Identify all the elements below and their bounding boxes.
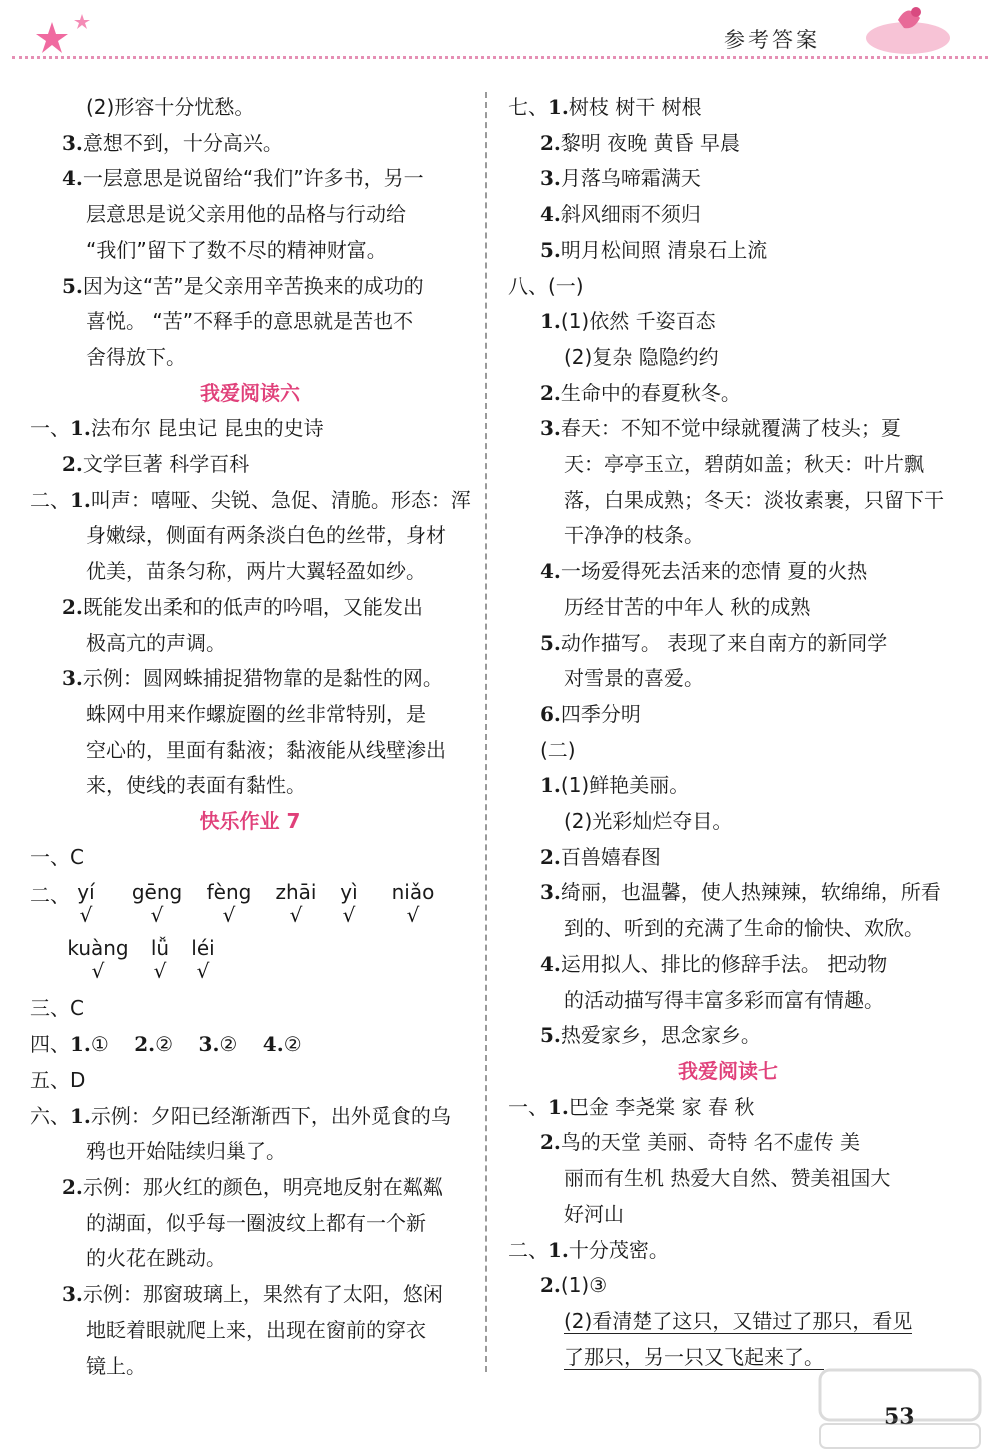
answer-line: 来，使线的表面有黏性。	[86, 773, 306, 798]
answer-line: 蛛网中用来作螺旋圈的丝非常特别，是	[86, 701, 426, 726]
answer-item: 五、D	[30, 1067, 86, 1092]
answer-line: 天：亭亭玉立，碧荫如盖；秋天：叶片飘	[564, 452, 924, 477]
answer-item: 二、1.十分茂密。	[508, 1237, 669, 1262]
answer-line: 好河山	[564, 1201, 624, 1226]
section-title: 我爱阅读七	[678, 1058, 778, 1083]
answer-line: 地眨着眼就爬上来，出现在窗前的穿衣	[86, 1317, 426, 1342]
answer-item: 1.(1)鲜艳美丽。	[540, 773, 690, 798]
answer-item: 3.示例：圆网蛛捕捉猎物靠的是黏性的网。	[62, 666, 443, 691]
check-icon: √	[342, 903, 356, 928]
answer-line: 了那只，另一只又飞起来了。	[564, 1344, 824, 1369]
check-icon: √	[150, 903, 164, 928]
check-icon: √	[79, 903, 93, 928]
answer-item: (二)	[540, 737, 576, 762]
answer-line: “我们”留下了数不尽的精神财富。	[86, 237, 387, 262]
answer-line: 历经甘苦的中年人 秋的成熟	[564, 594, 811, 619]
check-icon: √	[153, 959, 167, 984]
pinyin: kuàng	[67, 936, 129, 961]
answer-line: 舍得放下。	[86, 344, 186, 369]
answer-item: 2.文学巨著 科学百科	[62, 452, 250, 477]
header-divider	[12, 56, 988, 59]
pinyin-row	[66, 935, 216, 961]
page-header	[0, 0, 1000, 72]
answer-item: 1.(1)依然 千姿百态	[540, 309, 716, 334]
left-column	[30, 90, 470, 1384]
answer-item: 6.四季分明	[540, 701, 641, 726]
answer-line: 空心的，里面有黏液；黏液能从线壁渗出	[86, 737, 446, 762]
answer-item: 4.运用拟人、排比的修辞手法。 把动物	[540, 951, 888, 976]
answer-line: 鸦也开始陆续归巢了。	[86, 1139, 286, 1164]
check-icon: √	[406, 903, 420, 928]
pinyin: zhāi	[275, 880, 317, 905]
column-divider	[485, 92, 487, 1372]
header-title: 参考答案	[724, 28, 820, 52]
answer-line: 的火花在跳动。	[86, 1246, 226, 1271]
answer-item: 3.春天：不知不觉中绿就覆满了枝头；夏	[540, 416, 901, 441]
answer-item: 3.示例：那窗玻璃上，果然有了太阳，悠闲	[62, 1282, 443, 1307]
tick-row	[64, 903, 468, 928]
answer-item: 5.因为这“苦”是父亲用辛苦换来的成功的	[62, 273, 424, 298]
answer-item: 2.生命中的春夏秋冬。	[540, 380, 741, 405]
pinyin: yì	[340, 880, 358, 905]
watermark-logo-icon	[800, 1360, 1000, 1454]
answer-item: 七、1.树枝 树干 树根	[508, 95, 702, 119]
answer-item: 四、1.① 2.② 3.② 4.②	[30, 1032, 302, 1057]
pinyin-row	[64, 879, 468, 905]
answer-item: 4.斜风细雨不须归	[540, 202, 701, 227]
answer-line: 落，白果成熟；冬天：淡妆素裹，只留下干	[564, 487, 944, 512]
answer-item: 3.月落乌啼霜满天	[540, 166, 701, 191]
answer-line: 的活动描写得丰富多彩而富有情趣。	[564, 987, 884, 1012]
tick-row	[66, 959, 216, 984]
check-icon: √	[289, 903, 303, 928]
answer-item: 2.鸟的天堂 美丽、奇特 名不虚传 美	[540, 1130, 860, 1155]
pinyin: niǎo	[391, 880, 435, 905]
answer-line: 丽而有生机 热爱大自然、赞美祖国大	[564, 1166, 891, 1191]
item-prefix: 二、	[30, 883, 70, 908]
check-icon: √	[196, 959, 210, 984]
answer-line: (2)光彩灿烂夺目。	[564, 809, 733, 834]
answer-line: 对雪景的喜爱。	[564, 666, 704, 691]
answer-item: 2.示例：那火红的颜色，明亮地反射在粼粼	[62, 1174, 443, 1199]
answer-line: 喜悦。 “苦”不释手的意思就是苦也不	[86, 309, 414, 334]
answer-item: 一、C	[30, 844, 84, 869]
answer-item: 2.百兽嬉春图	[540, 844, 661, 869]
pinyin: lǚ	[150, 936, 170, 961]
pinyin-block	[30, 875, 470, 991]
pink-ribbon-icon	[858, 0, 958, 58]
answer-line: (2)看清楚了这只，又错过了那只，看见	[564, 1308, 913, 1333]
answer-item: 六、1.示例：夕阳已经渐渐西下，出外觅食的乌	[30, 1103, 451, 1128]
answer-line: 到的、听到的充满了生命的愉快、欢欣。	[564, 916, 924, 941]
pinyin: léi	[191, 936, 215, 961]
answer-line: (2)复杂 隐隐约约	[564, 344, 719, 369]
answer-line: 层意思是说父亲用他的品格与行动给	[86, 202, 406, 227]
section-title: 快乐作业 7	[199, 809, 301, 834]
pink-star-icon	[30, 8, 110, 58]
answer-item: 八、(一)	[508, 273, 584, 298]
answer-line: 镜上。	[86, 1353, 146, 1378]
answer-line: (2)形容十分忧愁。	[86, 95, 255, 119]
right-column	[508, 90, 948, 1375]
answer-item: 一、1.法布尔 昆虫记 昆虫的史诗	[30, 416, 324, 441]
check-icon: √	[222, 903, 236, 928]
answer-item: 一、1.巴金 李尧棠 家 春 秋	[508, 1094, 755, 1119]
answer-item: 二、1.叫声：嘻哑、尖锐、急促、清脆。形态：浑	[30, 487, 471, 512]
answer-item: 2.黎明 夜晚 黄昏 早晨	[540, 130, 740, 155]
check-icon: √	[91, 959, 105, 984]
pinyin: fèng	[206, 880, 252, 905]
answer-item: 5.热爱家乡，思念家乡。	[540, 1023, 761, 1048]
answer-item: 2.(1)③	[540, 1273, 608, 1298]
answer-item: 2.既能发出柔和的低声的吟唱，又能发出	[62, 594, 423, 619]
answer-line: 的湖面，似乎每一圈波纹上都有一个新	[86, 1210, 426, 1235]
page-number: 53	[884, 1404, 915, 1430]
answer-line: 身嫩绿，侧面有两条淡白色的丝带，身材	[86, 523, 446, 548]
pinyin: gēng	[131, 880, 183, 905]
answer-line: 干净净的枝条。	[564, 523, 704, 548]
answer-item: 4.一层意思是说留给“我们”许多书，另一	[62, 166, 424, 191]
answer-item: 5.动作描写。 表现了来自南方的新同学	[540, 630, 888, 655]
pinyin: yí	[77, 880, 95, 905]
answer-item: 3.意想不到，十分高兴。	[62, 130, 283, 155]
answer-line: 极高亢的声调。	[86, 630, 226, 655]
answer-item: 3.绮丽，也温馨，使人热辣辣，软绵绵，所看	[540, 880, 941, 905]
answer-line: 优美，苗条匀称，两片大翼轻盈如纱。	[86, 559, 426, 584]
section-title: 我爱阅读六	[200, 380, 300, 405]
answer-item: 5.明月松间照 清泉石上流	[540, 237, 768, 262]
answer-item: 三、C	[30, 996, 84, 1021]
answer-item: 4.一场爱得死去活来的恋情 夏的火热	[540, 559, 868, 584]
